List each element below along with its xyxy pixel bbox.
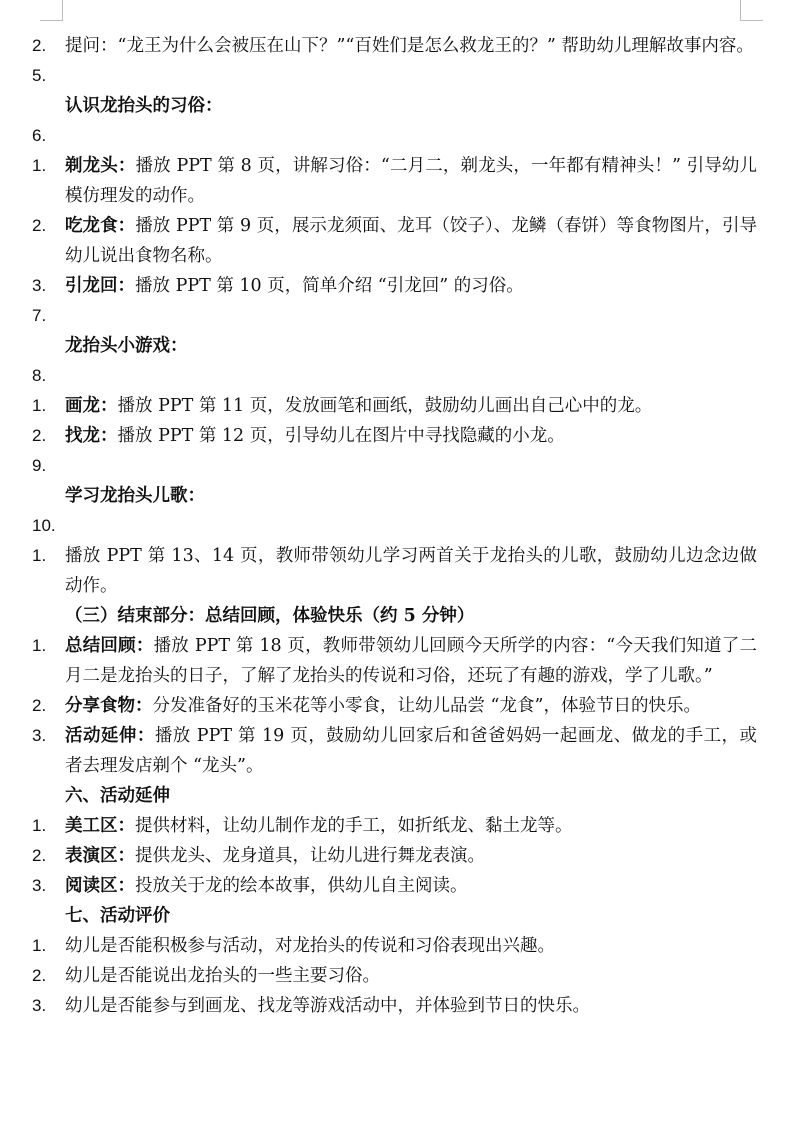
list-number: 2. — [32, 216, 47, 235]
list-item — [0, 331, 786, 361]
list-item — [0, 781, 786, 811]
list-item — [0, 601, 786, 631]
body-text: 幼儿是否能积极参与活动，对龙抬头的传说和习俗表现出兴趣。 — [65, 936, 555, 956]
bold-label: 分享食物： — [65, 696, 153, 716]
bold-label: 引龙回： — [65, 276, 135, 296]
list-item — [0, 31, 786, 61]
list-number: 5. — [32, 66, 47, 85]
body-text: 播放 PPT 第 19 页，鼓励幼儿回家后和爸爸妈妈一起画龙、做龙的手工，或者去理发店剃个 “龙头”。 — [65, 726, 758, 776]
list-number: 10. — [32, 516, 56, 535]
list-text — [65, 901, 757, 931]
body-text: 分发准备好的玉米花等小零食，让幼儿品尝 “龙食”，体验节日的快乐。 — [152, 696, 701, 716]
list-item — [0, 811, 786, 841]
list-text — [65, 361, 757, 391]
list-item — [0, 61, 786, 91]
bold-label: 总结回顾： — [65, 636, 154, 656]
bold-label: 认识龙抬头的习俗： — [65, 96, 223, 116]
list-item — [0, 961, 786, 991]
list-text — [65, 601, 757, 631]
list-text — [65, 211, 757, 271]
bold-label: 表演区： — [65, 846, 135, 866]
body-text: 提供龙头、龙身道具，让幼儿进行舞龙表演。 — [135, 846, 485, 866]
body-text: 播放 PPT 第 13、14 页，教师带领幼儿学习两首关于龙抬头的儿歌，鼓励幼儿边念边做动作。 — [65, 546, 757, 596]
list-number: 2. — [32, 846, 47, 865]
body-text: 播放 PPT 第 12 页，引导幼儿在图片中寻找隐藏的小龙。 — [117, 426, 565, 446]
list-item — [0, 871, 786, 901]
bold-label: 美工区： — [65, 816, 135, 836]
list-number: 1. — [32, 546, 47, 565]
body-text: 提问：“龙王为什么会被压在山下？”“百姓们是怎么救龙王的？” 帮助幼儿理解故事内容。 — [65, 36, 754, 56]
list-item — [0, 691, 786, 721]
list-number: 2. — [32, 696, 47, 715]
list-item — [0, 991, 786, 1021]
list-number: 3. — [32, 996, 47, 1015]
bold-label: 七、活动评价 — [65, 906, 170, 926]
list-text — [65, 721, 757, 781]
list-item — [0, 931, 786, 961]
list-text — [65, 991, 757, 1021]
bold-label: （三）结束部分：总结回顾，体验快乐（约 5 分钟） — [65, 606, 475, 626]
list-number: 1. — [32, 936, 47, 955]
body-text: 提供材料，让幼儿制作龙的手工，如折纸龙、黏土龙等。 — [135, 816, 573, 836]
body-text: 播放 PPT 第 18 页，教师带领幼儿回顾今天所学的内容：“今天我们知道了二月二是龙抬头的日子，了解了龙抬头的传说和习俗，还玩了有趣的游戏，学了儿歌。” — [65, 636, 757, 686]
bold-label: 画龙： — [65, 396, 118, 416]
bold-label: 剃龙头： — [65, 156, 136, 176]
list-number: 6. — [32, 126, 47, 145]
list-item — [0, 541, 786, 601]
body-text: 播放 PPT 第 10 页，简单介绍 “引龙回” 的习俗。 — [135, 276, 524, 296]
list-text — [65, 61, 757, 91]
bold-label: 找龙： — [65, 426, 118, 446]
list-text — [65, 871, 757, 901]
list-item — [0, 151, 786, 211]
list-number: 1. — [32, 636, 47, 655]
list-text — [65, 631, 757, 691]
list-text — [65, 271, 757, 301]
list-number: 2. — [32, 426, 47, 445]
list-text — [65, 391, 757, 421]
bold-label: 六、活动延伸 — [65, 786, 170, 806]
list-item — [0, 391, 786, 421]
list-text — [65, 541, 757, 601]
list-text — [65, 121, 757, 151]
list-item — [0, 841, 786, 871]
list-number: 2. — [32, 966, 47, 985]
page-corner-mark-right — [740, 0, 763, 21]
bold-label: 吃龙食： — [65, 216, 136, 236]
list-number: 1. — [32, 816, 47, 835]
list-item — [0, 91, 786, 121]
list-item — [0, 901, 786, 931]
list-text — [65, 331, 757, 361]
list-text — [65, 451, 757, 481]
list-number: 7. — [32, 306, 47, 325]
bold-label: 龙抬头小游戏： — [65, 336, 188, 356]
list-number: 9. — [32, 456, 47, 475]
list-number: 1. — [32, 156, 47, 175]
list-text — [65, 151, 757, 211]
list-text — [65, 691, 757, 721]
body-text: 幼儿是否能参与到画龙、找龙等游戏活动中，并体验到节日的快乐。 — [65, 996, 590, 1016]
body-text: 幼儿是否能说出龙抬头的一些主要习俗。 — [65, 966, 380, 986]
list-text — [65, 301, 757, 331]
list-item — [0, 271, 786, 301]
list-item — [0, 451, 786, 481]
list-item — [0, 301, 786, 331]
list-text — [65, 811, 757, 841]
list-item — [0, 121, 786, 151]
list-text — [65, 31, 757, 61]
body-text: 播放 PPT 第 11 页，发放画笔和画纸，鼓励幼儿画出自己心中的龙。 — [117, 396, 653, 416]
list-text — [65, 421, 757, 451]
list-item — [0, 511, 786, 541]
list-number: 3. — [32, 876, 47, 895]
list-item — [0, 631, 786, 691]
list-number: 3. — [32, 726, 47, 745]
body-text: 投放关于龙的绘本故事，供幼儿自主阅读。 — [135, 876, 468, 896]
list-item — [0, 421, 786, 451]
page-corner-mark-left — [40, 0, 63, 21]
list-number: 1. — [32, 396, 47, 415]
list-text — [65, 961, 757, 991]
bold-label: 活动延伸： — [65, 726, 155, 746]
body-text: 播放 PPT 第 9 页，展示龙须面、龙耳（饺子）、龙鳞（春饼）等食物图片，引导幼儿说出食物名称。 — [65, 216, 758, 266]
list-text — [65, 781, 757, 811]
list-item — [0, 481, 786, 511]
bold-label: 学习龙抬头儿歌： — [65, 486, 205, 506]
list-item — [0, 361, 786, 391]
bold-label: 阅读区： — [65, 876, 135, 896]
list-text — [65, 511, 757, 541]
list-text — [65, 841, 757, 871]
list-text — [65, 91, 757, 121]
list-item — [0, 721, 786, 781]
list-number: 2. — [32, 36, 47, 55]
list-item — [0, 211, 786, 271]
list-number: 8. — [32, 366, 47, 385]
document-page — [0, 31, 786, 1021]
list-text — [65, 931, 757, 961]
body-text: 播放 PPT 第 8 页，讲解习俗：“二月二，剃龙头，一年都有精神头！” 引导幼儿模仿理发的动作。 — [65, 156, 758, 206]
list-number: 3. — [32, 276, 47, 295]
list-text — [65, 481, 757, 511]
